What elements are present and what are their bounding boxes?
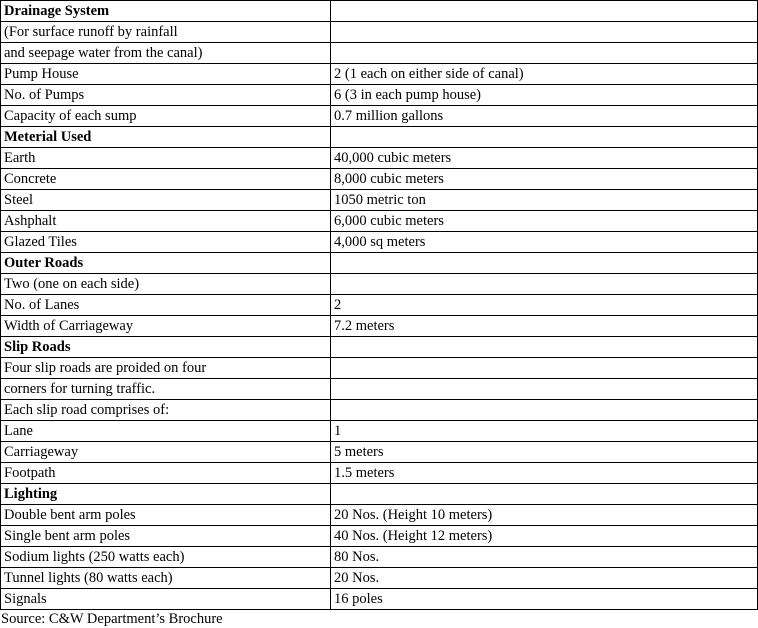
row-value: 1050 metric ton bbox=[331, 190, 758, 211]
table-row bbox=[1, 274, 758, 295]
row-value: 5 meters bbox=[331, 442, 758, 463]
row-value: 20 Nos. bbox=[331, 568, 758, 589]
row-label: Glazed Tiles bbox=[1, 232, 331, 253]
row-value: 0.7 million gallons bbox=[331, 106, 758, 127]
row-label: Lane bbox=[1, 421, 331, 442]
table-row bbox=[1, 505, 758, 526]
section-heading: Meterial Used bbox=[1, 127, 331, 148]
table-row bbox=[1, 526, 758, 547]
row-value: 6 (3 in each pump house) bbox=[331, 85, 758, 106]
row-value bbox=[331, 358, 758, 379]
table-row bbox=[1, 421, 758, 442]
table-row bbox=[1, 85, 758, 106]
table-row bbox=[1, 64, 758, 85]
table-section-heading-row bbox=[1, 1, 758, 22]
row-label: Ashphalt bbox=[1, 211, 331, 232]
table-row bbox=[1, 106, 758, 127]
row-value: 7.2 meters bbox=[331, 316, 758, 337]
table-section-heading-row bbox=[1, 484, 758, 505]
table-section-heading-row bbox=[1, 337, 758, 358]
row-value bbox=[331, 22, 758, 43]
row-value bbox=[331, 337, 758, 358]
section-heading: Drainage System bbox=[1, 1, 331, 22]
specification-table-body bbox=[1, 1, 758, 610]
table-row bbox=[1, 22, 758, 43]
section-heading: Outer Roads bbox=[1, 253, 331, 274]
row-value: 4,000 sq meters bbox=[331, 232, 758, 253]
table-row bbox=[1, 211, 758, 232]
table-row bbox=[1, 148, 758, 169]
table-row bbox=[1, 316, 758, 337]
table-row bbox=[1, 43, 758, 64]
row-label: Two (one on each side) bbox=[1, 274, 331, 295]
table-row bbox=[1, 190, 758, 211]
row-value bbox=[331, 484, 758, 505]
row-label: Concrete bbox=[1, 169, 331, 190]
row-value bbox=[331, 43, 758, 64]
row-label: Tunnel lights (80 watts each) bbox=[1, 568, 331, 589]
table-row bbox=[1, 358, 758, 379]
row-label: Carriageway bbox=[1, 442, 331, 463]
row-value bbox=[331, 253, 758, 274]
row-value: 8,000 cubic meters bbox=[331, 169, 758, 190]
row-label: Steel bbox=[1, 190, 331, 211]
table-section-heading-row bbox=[1, 253, 758, 274]
row-label: Single bent arm poles bbox=[1, 526, 331, 547]
table-row bbox=[1, 568, 758, 589]
row-value: 1.5 meters bbox=[331, 463, 758, 484]
table-row bbox=[1, 169, 758, 190]
row-label: Pump House bbox=[1, 64, 331, 85]
row-label: No. of Pumps bbox=[1, 85, 331, 106]
row-value bbox=[331, 274, 758, 295]
row-label: Footpath bbox=[1, 463, 331, 484]
table-row bbox=[1, 442, 758, 463]
row-label: Double bent arm poles bbox=[1, 505, 331, 526]
row-label: Width of Carriageway bbox=[1, 316, 331, 337]
row-label: Signals bbox=[1, 589, 331, 610]
table-row bbox=[1, 463, 758, 484]
section-heading: Slip Roads bbox=[1, 337, 331, 358]
row-value bbox=[331, 1, 758, 22]
table-row bbox=[1, 379, 758, 400]
row-value: 2 (1 each on either side of canal) bbox=[331, 64, 758, 85]
table-row bbox=[1, 232, 758, 253]
row-value: 40,000 cubic meters bbox=[331, 148, 758, 169]
row-value bbox=[331, 400, 758, 421]
row-label: corners for turning traffic. bbox=[1, 379, 331, 400]
row-label: Each slip road comprises of: bbox=[1, 400, 331, 421]
table-row bbox=[1, 400, 758, 421]
row-label: Sodium lights (250 watts each) bbox=[1, 547, 331, 568]
row-value: 40 Nos. (Height 12 meters) bbox=[331, 526, 758, 547]
row-value: 20 Nos. (Height 10 meters) bbox=[331, 505, 758, 526]
row-value: 2 bbox=[331, 295, 758, 316]
row-label: No. of Lanes bbox=[1, 295, 331, 316]
table-section-heading-row bbox=[1, 127, 758, 148]
table-row bbox=[1, 295, 758, 316]
source-note: Source: C&W Department’s Brochure bbox=[1, 611, 223, 627]
row-label: and seepage water from the canal) bbox=[1, 43, 331, 64]
row-value: 6,000 cubic meters bbox=[331, 211, 758, 232]
row-value: 16 poles bbox=[331, 589, 758, 610]
row-label: Four slip roads are proided on four bbox=[1, 358, 331, 379]
row-label: Earth bbox=[1, 148, 331, 169]
table-row bbox=[1, 547, 758, 568]
row-value bbox=[331, 127, 758, 148]
row-value: 80 Nos. bbox=[331, 547, 758, 568]
row-value: 1 bbox=[331, 421, 758, 442]
row-value bbox=[331, 379, 758, 400]
section-heading: Lighting bbox=[1, 484, 331, 505]
table-row bbox=[1, 589, 758, 610]
row-label: Capacity of each sump bbox=[1, 106, 331, 127]
row-label: (For surface runoff by rainfall bbox=[1, 22, 331, 43]
